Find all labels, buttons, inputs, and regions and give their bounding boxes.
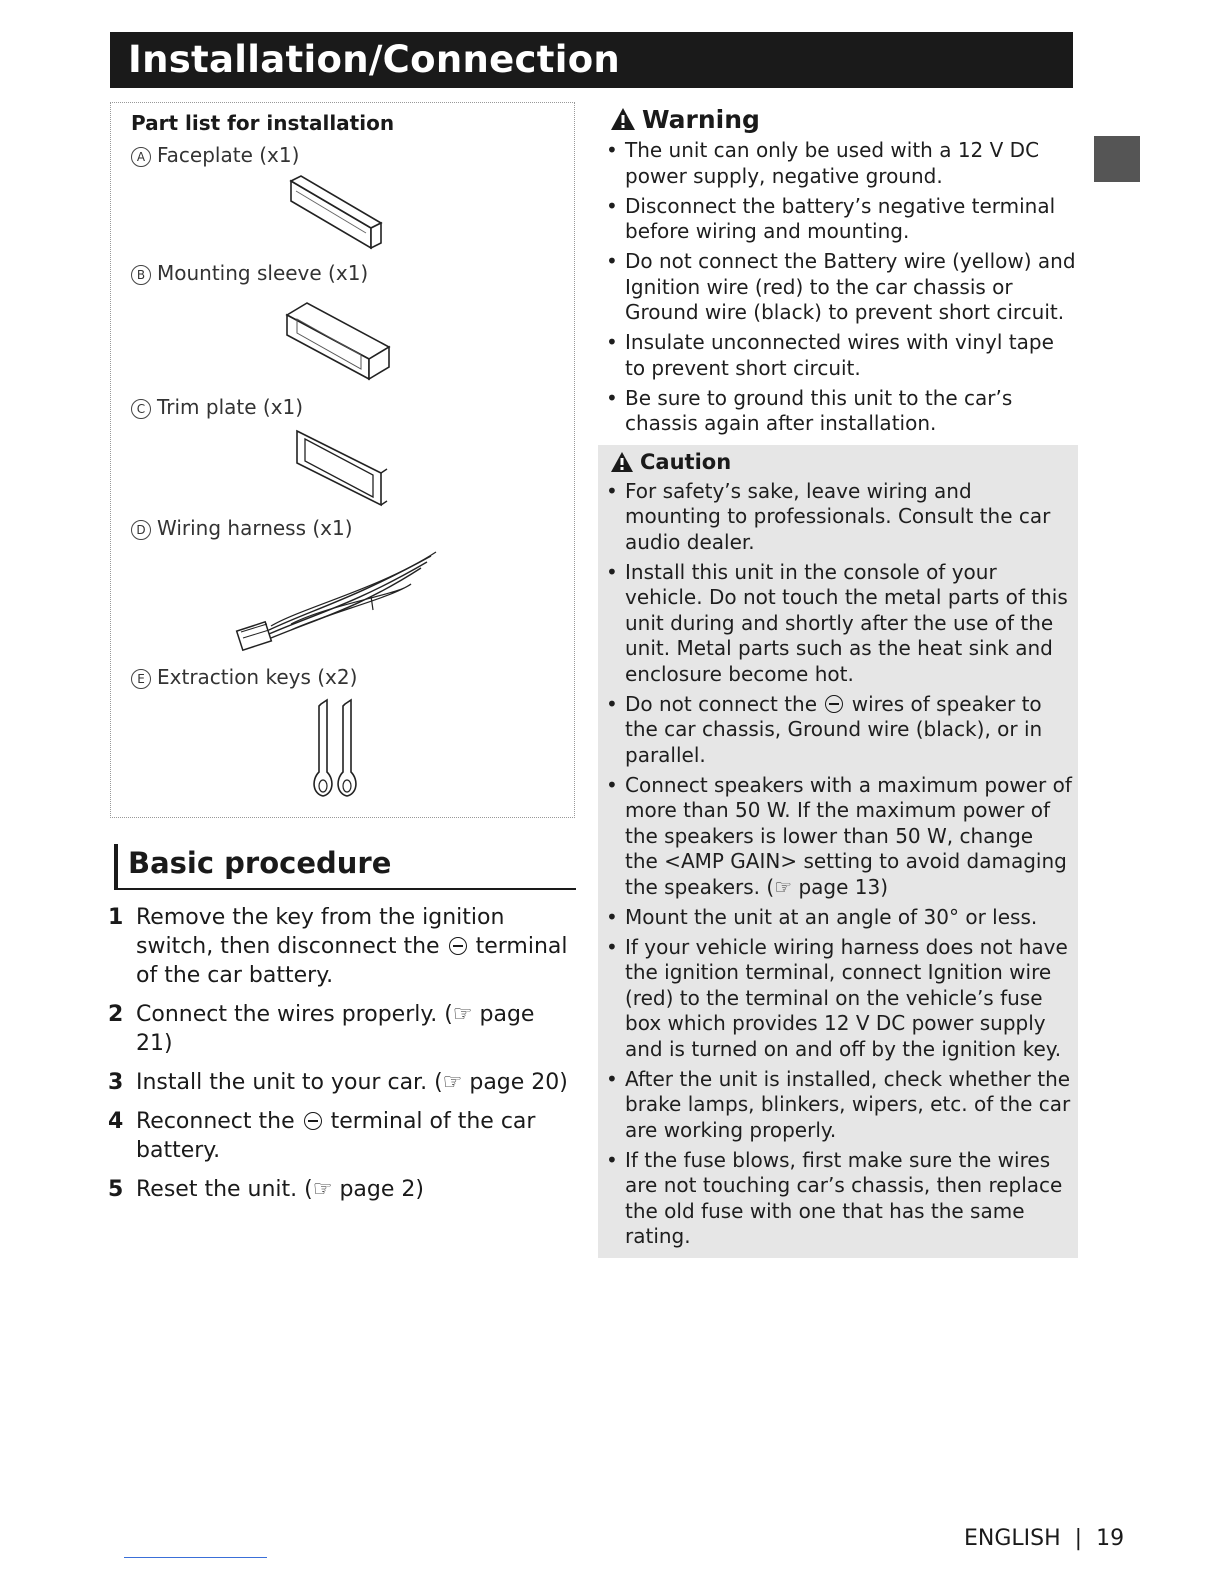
caution-item: • If your vehicle wiring harness does not have the ignition terminal, connect Ignition wire (red) to the terminal on the vehicle’s fuse box which provides 12 V DC power supply and is turned on and off by the ignition key. — [598, 935, 1072, 1063]
warning-item: • Do not connect the Battery wire (yellow) and Ignition wire (red) to the car chassis or Ground wire (black) to prevent short circuit. — [598, 249, 1078, 326]
part-label: Extraction keys (x2) — [157, 665, 358, 689]
procedure-step: 2 Connect the wires properly. (☞ page 21) — [108, 1002, 535, 1056]
page-footer — [964, 1526, 1124, 1551]
procedure-steps — [108, 903, 578, 1214]
warning-item: • Be sure to ground this unit to the car’s chassis again after installation. — [598, 386, 1078, 437]
part-list-box — [110, 102, 575, 818]
warning-item: • The unit can only be used with a 12 V DC power supply, negative ground. — [598, 138, 1078, 189]
basic-procedure-heading — [114, 844, 576, 890]
part-label: Mounting sleeve (x1) — [157, 261, 369, 285]
part-letter: A — [131, 147, 151, 167]
minus-terminal-icon — [825, 695, 843, 713]
procedure-step: 5 Reset the unit. (☞ page 2) — [108, 1177, 424, 1202]
caution-list — [598, 479, 1072, 1250]
warning-triangle-icon — [610, 107, 636, 131]
part-letter: E — [131, 669, 151, 689]
warning-heading — [598, 100, 1078, 138]
caution-item: • After the unit is installed, check whether the brake lamps, blinkers, wipers, etc. of the car are working properly. — [598, 1067, 1072, 1144]
procedure-step: 4 Reconnect the terminal of the car battery. — [108, 1109, 536, 1163]
warning-item: • Disconnect the battery’s negative terminal before wiring and mounting. — [598, 194, 1078, 245]
part-item-mounting-sleeve — [131, 261, 368, 285]
link-underline — [124, 1557, 267, 1558]
caution-item: • Install this unit in the console of your vehicle. Do not touch the metal parts of this unit during and shortly after the use of the unit. Metal parts such as the heat sink and enclosure become hot. — [598, 560, 1072, 688]
caution-item: • Mount the unit at an angle of 30° or less. — [598, 905, 1072, 931]
warning-title: Warning — [642, 104, 760, 134]
warning-item: • Insulate unconnected wires with vinyl tape to prevent short circuit. — [598, 330, 1078, 381]
extraction-keys-illustration — [309, 698, 369, 808]
part-item-extraction-keys — [131, 665, 357, 689]
part-label: Faceplate (x1) — [157, 143, 300, 167]
part-item-faceplate — [131, 143, 299, 167]
heading-bar — [114, 844, 118, 888]
mounting-sleeve-illustration — [279, 295, 394, 385]
page-number: 19 — [1096, 1526, 1125, 1551]
section-tab-marker — [1094, 136, 1140, 182]
basic-procedure-title: Basic procedure — [128, 846, 392, 880]
procedure-step: 3 Install the unit to your car. (☞ page 20) — [108, 1070, 568, 1095]
part-label: Trim plate (x1) — [157, 395, 304, 419]
caution-heading — [598, 445, 1072, 479]
caution-section — [598, 445, 1078, 1259]
caution-triangle-icon — [610, 451, 634, 473]
safety-column — [598, 100, 1078, 1258]
part-label: Wiring harness (x1) — [157, 516, 353, 540]
wiring-harness-illustration — [231, 548, 441, 658]
part-letter: C — [131, 399, 151, 419]
caution-item: • Connect speakers with a maximum power of more than 50 W. If the maximum power of the speakers is lower than 50 W, change the <AMP GAIN> setting to avoid damaging the speakers. (☞ page 13) — [598, 773, 1072, 901]
caution-item: • Do not connect the wires of speaker to the car chassis, Ground wire (black), or in parallel. — [598, 692, 1072, 769]
page-title: Installation/Connection — [110, 32, 1073, 88]
faceplate-illustration — [286, 173, 386, 253]
caution-title: Caution — [640, 449, 732, 474]
part-letter: B — [131, 265, 151, 285]
procedure-step: 1 Remove the key from the ignition switch, then disconnect the terminal of the car battery. — [108, 905, 568, 988]
footer-separator: | — [1074, 1526, 1083, 1551]
footer-language: ENGLISH — [964, 1526, 1061, 1551]
part-item-trim-plate — [131, 395, 303, 419]
minus-terminal-icon — [304, 1112, 322, 1130]
part-letter: D — [131, 520, 151, 540]
warning-list — [598, 138, 1078, 437]
part-item-wiring-harness — [131, 516, 353, 540]
caution-item: • For safety’s sake, leave wiring and mounting to professionals. Consult the car audio dealer. — [598, 479, 1072, 556]
caution-item: • If the fuse blows, first make sure the wires are not touching car’s chassis, then replace the old fuse with one that has the same rating. — [598, 1148, 1072, 1250]
minus-terminal-icon — [449, 937, 467, 955]
trim-plate-illustration — [291, 425, 391, 510]
part-list-title: Part list for installation — [131, 111, 395, 135]
